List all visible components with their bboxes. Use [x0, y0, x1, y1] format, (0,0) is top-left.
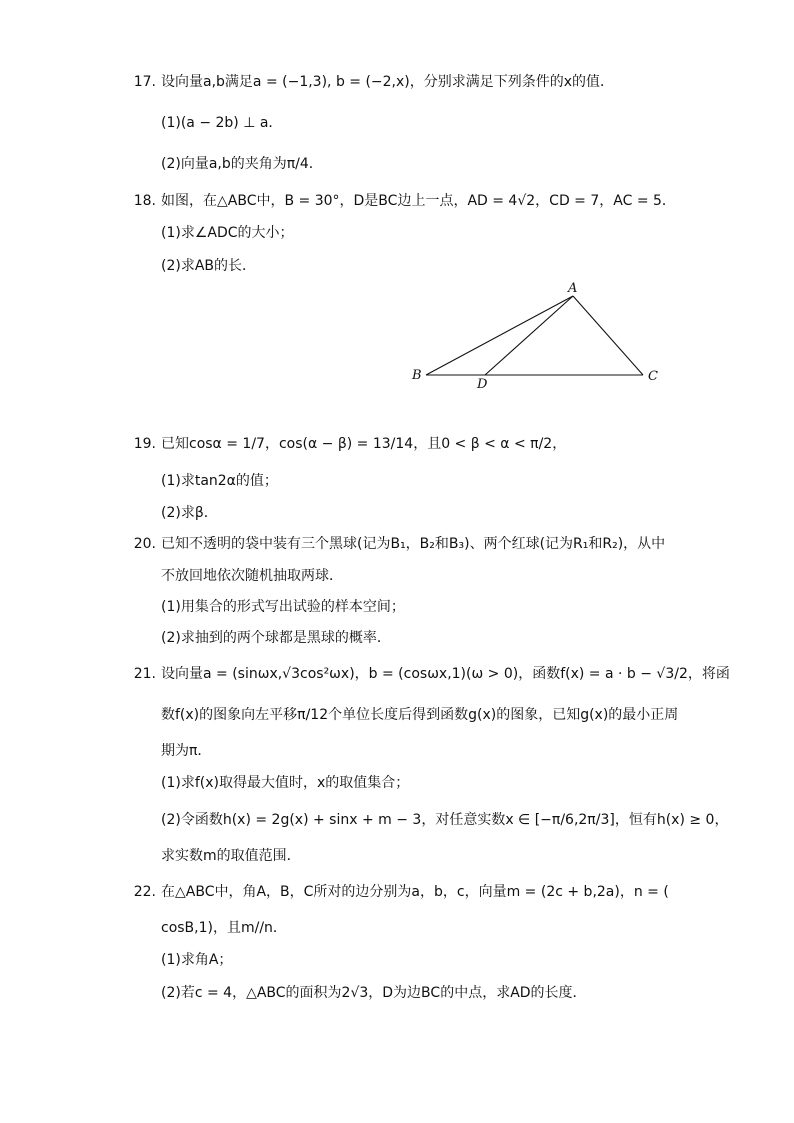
question-text: 如图，在△ABC中，B = 30°，D是BC边上一点，AD = 4√2，CD = 7，AC = 5．: [161, 193, 676, 209]
question-21-stem-line-2: 数f(x)的图象向左平移π/12个单位长度后得到函数g(x)的图象，已知g(x)的最小正周: [161, 707, 679, 723]
vertex-label-c: C: [648, 369, 658, 384]
question-20-part-2: (2)求抽到的两个球都是黑球的概率．: [161, 630, 391, 646]
question-number: 21.: [133, 666, 156, 682]
question-22-stem-line-2: cosB,1)，且m//n．: [161, 920, 287, 936]
question-18-part-2: (2)求AB的长．: [161, 258, 257, 274]
question-17-part-2: (2)向量a,b的夹角为π/4．: [161, 156, 323, 172]
question-21-part-2: (2)令函数h(x) = 2g(x) + sinx + m − 3，对任意实数x ∈ [−π/6,2π/3]，恒有h(x) ≥ 0，: [161, 812, 729, 828]
triangle-diagram: [405, 278, 670, 390]
question-21-part-1: (1)求f(x)取得最大值时，x的取值集合；: [161, 775, 410, 791]
question-text: 在△ABC中，角A，B，C所对的边分别为a，b，c，向量m = (2c + b,2a)，n = (: [161, 884, 669, 900]
question-19-part-2: (2)求β．: [161, 505, 218, 521]
question-number: 17.: [133, 74, 156, 90]
question-21-part-2-line-2: 求实数m的取值范围．: [161, 848, 301, 864]
question-22-part-1: (1)求角A；: [161, 952, 233, 968]
question-21-stem-line-3: 期为π．: [161, 743, 212, 759]
segment-ac: [573, 296, 643, 375]
question-20-stem-line-2: 不放回地依次随机抽取两球．: [161, 568, 343, 584]
question-number: 22.: [133, 884, 156, 900]
question-18-part-1: (1)求∠ADC的大小；: [161, 225, 294, 241]
question-number: 19.: [133, 436, 156, 452]
question-number: 18.: [133, 193, 156, 209]
question-text: 设向量a = (sinωx,√3cos²ωx)，b = (cosωx,1)(ω > 0)，函数f(x) = a · b − √3/2，将函: [161, 666, 730, 682]
vertex-label-a: A: [568, 281, 578, 296]
segment-ab: [426, 296, 573, 375]
question-number: 20.: [133, 536, 156, 552]
triangle-figure: [405, 278, 670, 390]
vertex-label-b: B: [412, 368, 422, 383]
vertex-label-d: D: [477, 377, 488, 390]
question-text: 设向量a,b满足a = (−1,3), b = (−2,x)，分别求满足下列条件的x的值．: [161, 74, 615, 90]
question-17-part-1: (1)(a − 2b) ⊥ a．: [161, 115, 283, 131]
segment-ad: [485, 296, 573, 375]
question-text: 已知不透明的袋中装有三个黑球(记为B₁，B₂和B₃)、两个红球(记为R₁和R₂)，从中: [161, 536, 666, 552]
question-22-part-2: (2)若c = 4，△ABC的面积为2√3，D为边BC的中点，求AD的长度．: [161, 985, 587, 1001]
question-19-part-1: (1)求tan2α的值；: [161, 473, 278, 489]
question-text: 已知cosα = 1/7，cos(α − β) = 13/14，且0 < β < α < π/2，: [161, 436, 567, 452]
question-20-part-1: (1)用集合的形式写出试验的样本空间；: [161, 599, 405, 615]
